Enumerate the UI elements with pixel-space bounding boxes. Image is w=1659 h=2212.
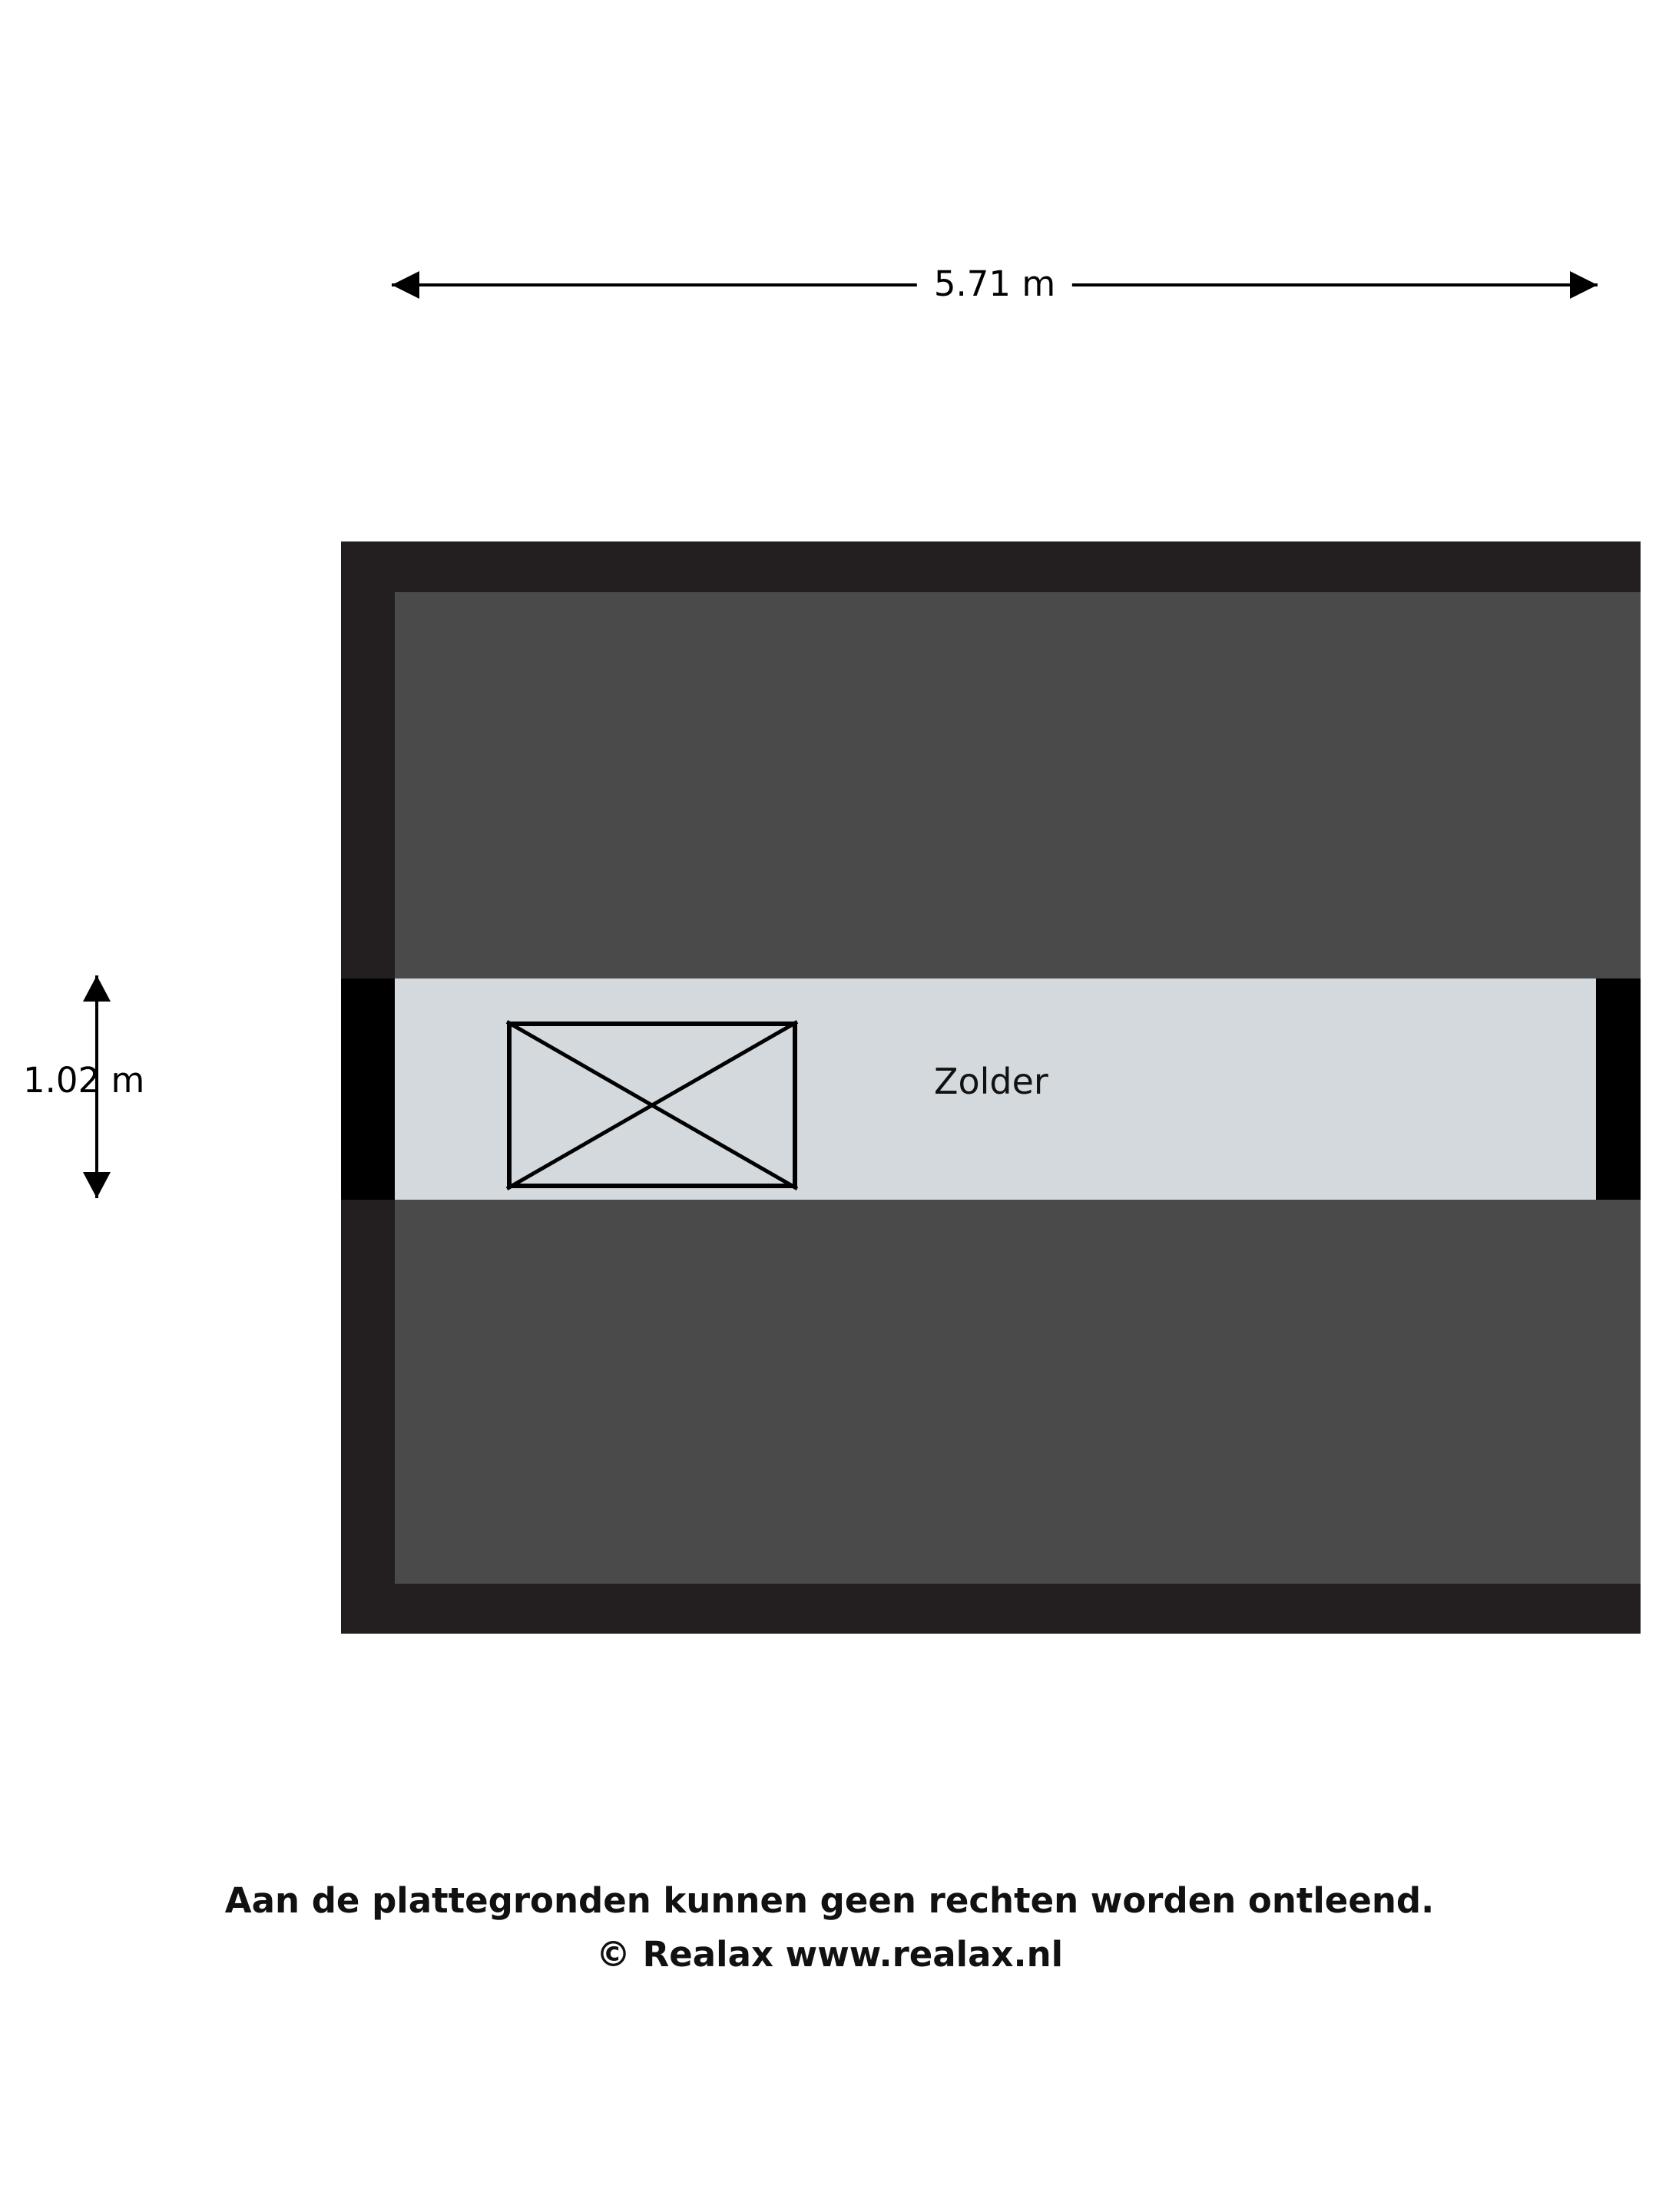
wall-segment-left [341,979,395,1200]
dimension-width-label: 5.71 m [917,257,1072,311]
footer-disclaimer: Aan de plattegronden kunnen geen rechten worden ontleend. [224,1880,1435,1921]
floor-plan [341,541,1641,1634]
dimension-height-label: 1.02 m [23,1060,145,1101]
arrow-up-icon [83,975,111,1002]
roof-slope-upper [395,592,1641,979]
dimension-width [392,261,1598,307]
arrow-right-icon [1570,271,1598,299]
arrow-left-icon [392,271,419,299]
arrow-down-icon [83,1172,111,1198]
footer [0,1874,1659,1982]
stair-hatch-icon [507,1022,797,1188]
roof-slope-lower [395,1197,1641,1584]
room-label-zolder: Zolder [934,1061,1048,1102]
wall-segment-right [1596,979,1641,1200]
footer-copyright: © Realax www.realax.nl [595,1934,1064,1975]
